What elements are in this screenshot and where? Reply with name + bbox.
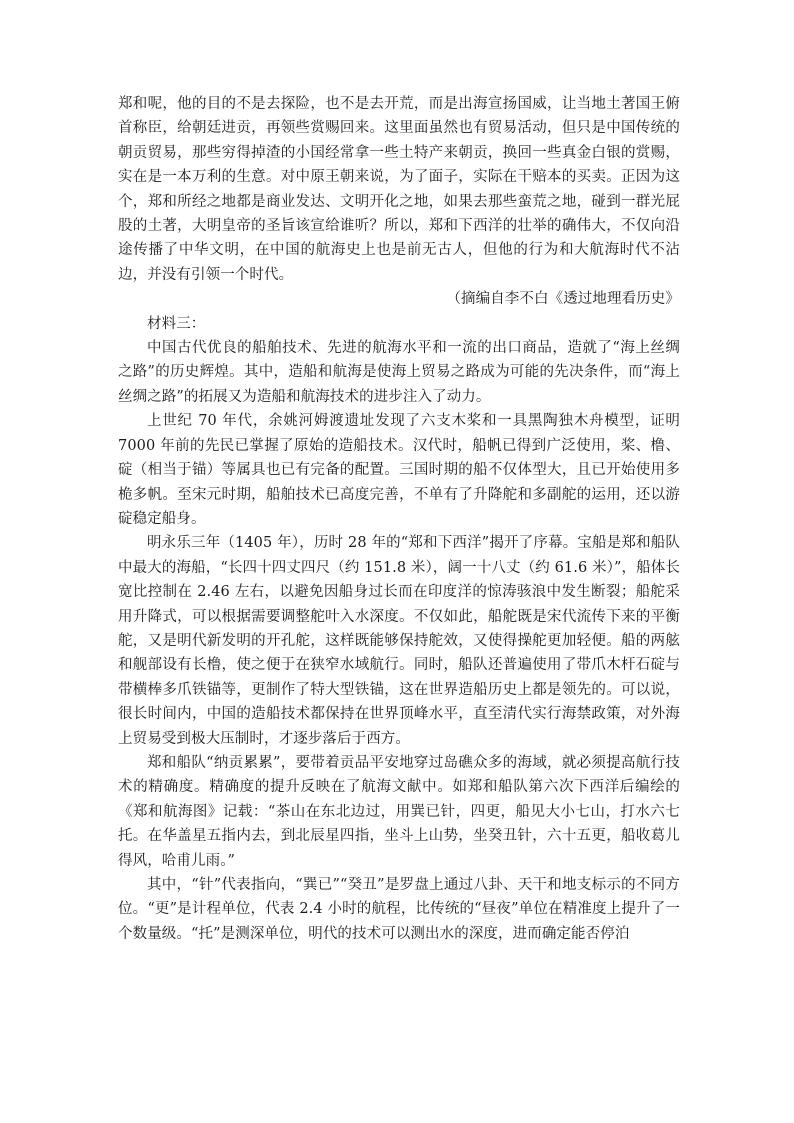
paragraph-shipbuilding-history: 上世纪 70 年代，余姚河姆渡遗址发现了六支木桨和一具黑陶独木舟模型，证明 7000 年前的先民已掌握了原始的造船技术。汉代时，船帆已得到广泛使用，桨、橹、碇（相当于锚）等属具也已有完备的配置。三国时期的船不仅体型大，且已开始使用多桅多帆。至宋元时期，船舶技术已高度完善，不单有了升降舵和多副舵的运用，还以游碇稳定船身。 — [118, 413, 680, 527]
paragraph-treasure-ship: 明永乐三年（1405 年），历时 28 年的“郑和下西洋”揭开了序幕。宝船是郑和船队中最大的海船，“长四十四丈四尺（约 151.8 米），阔一十八丈（约 61.6 米）”，船体长宽比控制在 2.46 左右，以避免因船身过长而在印度洋的惊涛骇浪中发生断裂；船舵采用升降式，可以根据需要调整舵叶入水深度。不仅如此，船舵既是宋代流传下来的平衡舵，又是明代新发明的开孔舵，这样既能够保持舵效，又使得操舵更加轻便。船的两舷和舰部设有长橹，使之便于在狭窄水域航行。同时，船队还普遍使用了带爪木杆石碇与带横棒多爪铁锚等，更制作了特大型铁锚，这在世界造船历史上都是领先的。可以说，很长时间内，中国的造船技术都保持在世界顶峰水平，直至清代实行海禁政策，对外海上贸易受到极大压制时，才逐步落后于西方。 — [118, 535, 680, 747]
paragraph-navigation-terms: 其中，“针”代表指向，“巽已”“癸丑”是罗盘上通过八卦、天干和地支标示的不同方位。“更”是计程单位，代表 2.4 小时的航程，比传统的“昼夜”单位在精准度上提升了一个数量级。“托”是测深单位，明代的技术可以测出水的深度，进而确定能否停泊 — [118, 877, 680, 942]
material-three-label: 材料三： — [147, 315, 206, 332]
document-body — [118, 92, 680, 946]
source-citation: （摘编自李不白《透过地理看历史》 — [446, 291, 680, 308]
paragraph-navigation-precision: 郑和船队“纳贡累累”，要带着贡品平安地穿过岛礁众多的海域，就必须提高航行技术的精确度。精确度的提升反映在了航海文献中。如郑和船队第六次下西洋后编绘的《郑和航海图》记载：“茶山在东北边过，用巽已针，四更，船见大小七山，打水六七托。在华盖星五指内去，到北辰星四指，坐斗上山势，坐癸丑针，六十五更，船收葛儿得风，哈甫儿雨。” — [118, 754, 680, 869]
paragraph-zheng-he-purpose: 郑和呢，他的目的不是去探险，也不是去开荒，而是出海宣扬国威，让当地土著国王俯首称臣，给朝廷进贡，再领些赏赐回来。这里面虽然也有贸易活动，但只是中国传统的朝贡贸易，那些穷得掉渣的小国经常拿一些土特产来朝贡，换回一些真金白银的赏赐，实在是一本万利的生意。对中原王朝来说，为了面子，实际在干赔本的买卖。正因为这个，郑和所经之地都是商业发达、文明开化之地，如果去那些蛮荒之地，碰到一群光屁股的土著，大明皇帝的圣旨该宣给谁听？所以，郑和下西洋的壮举的确伟大，不仅向沿途传播了中华文明，在中国的航海史上也是前无古人，但他的行为和大航海时代不沾边，并没有引领一个时代。 — [118, 96, 680, 283]
paragraph-silk-road: 中国古代优良的船舶技术、先进的航海水平和一流的出口商品，造就了“海上丝绸之路”的历史辉煌。其中，造船和航海是使海上贸易之路成为可能的先决条件，而“海上丝绸之路”的拓展又为造船和航海技术的进步注入了动力。 — [118, 340, 680, 405]
